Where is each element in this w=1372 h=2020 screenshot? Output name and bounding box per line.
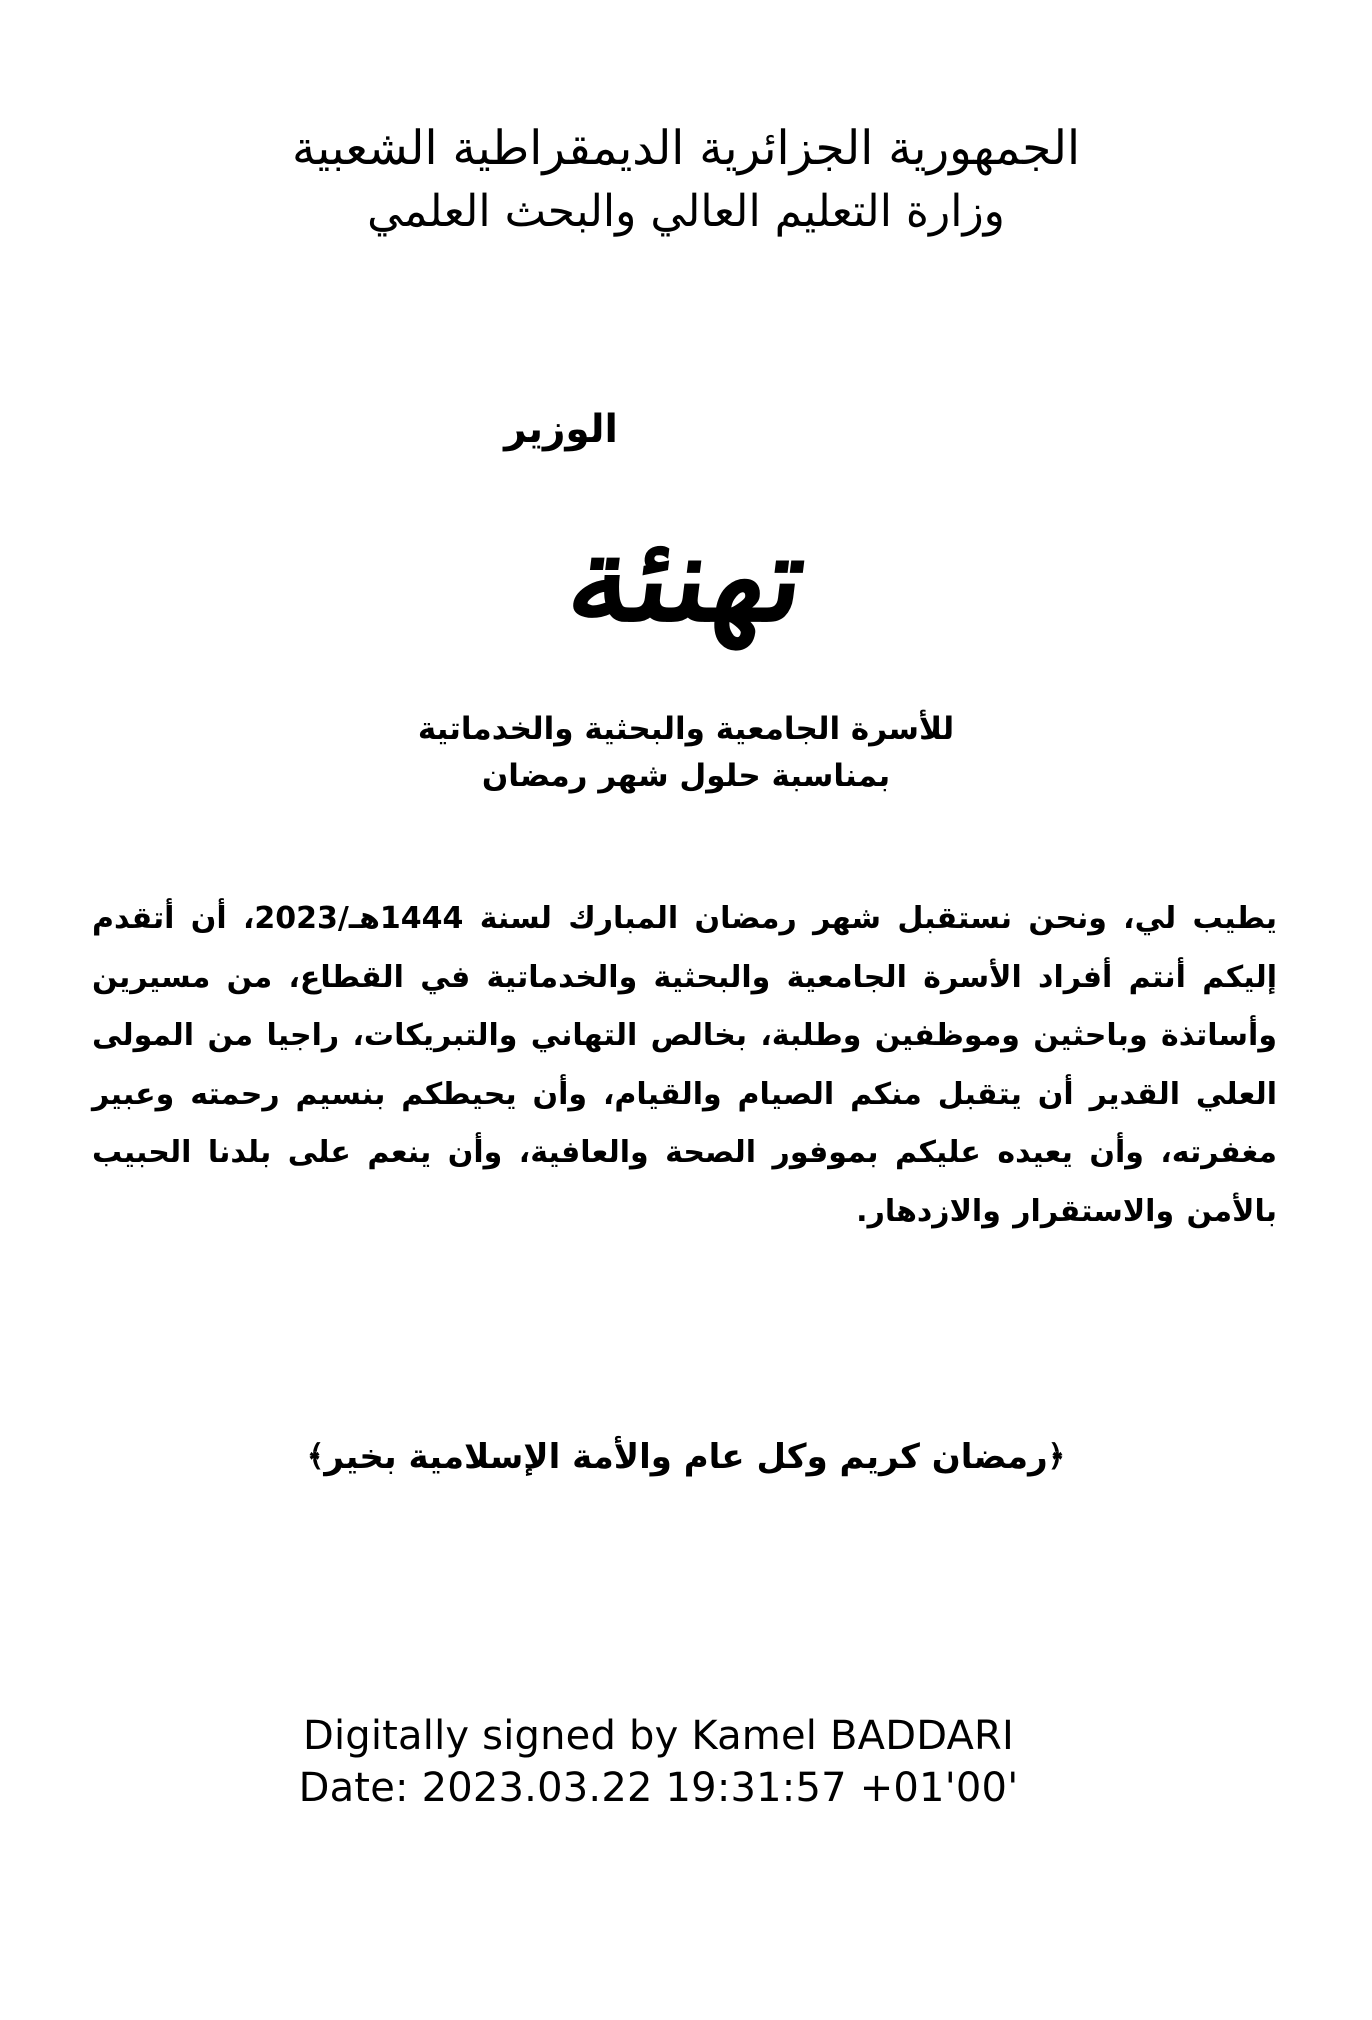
ornament-right-icon: ﴿ xyxy=(1047,1439,1066,1474)
closing-greeting xyxy=(0,1437,1372,1477)
ornament-left-icon: ﴾ xyxy=(306,1439,325,1474)
subtitle-line-2: بمناسبة حلول شهر رمضان xyxy=(481,758,891,795)
ministry-name: وزارة التعليم العالي والبحث العلمي xyxy=(367,186,1005,238)
signature-date-line: Date: 2023.03.22 19:31:57 +01'00' xyxy=(298,1765,1019,1811)
digital-signature-block xyxy=(0,1710,1372,1814)
subtitle-line-1: للأسرة الجامعية والبحثية والخدماتية xyxy=(417,711,955,747)
minister-title: الوزير xyxy=(504,407,618,452)
calligraphy-heading xyxy=(0,509,1372,656)
calligraphy-word-tahniya: تهنئة xyxy=(561,509,814,648)
dedication-subtitle xyxy=(0,706,1372,800)
republic-name: الجمهورية الجزائرية الديمقراطية الشعبية xyxy=(291,121,1081,176)
signature-signer-line: Digitally signed by Kamel BADDARI xyxy=(302,1713,1015,1759)
document-header xyxy=(0,118,1372,244)
closing-greeting-text: رمضان كريم وكل عام والأمة الإسلامية بخير xyxy=(324,1437,1048,1477)
body-paragraph: يطيب لي، ونحن نستقبل شهر رمضان المبارك لسنة 1444هـ/2023، أن أتقدم إليكم أنتم أفراد الأسرة الجامعية والبحثية والخدماتية في القطاع، من مسيرين وأساتذة وباحثين وموظفين وطلبة، بخالص التهاني والتبريكات، راجيا من المولى العلي القدير أن يتقبل منكم الصيام والقيام، وأن يحيطكم بنسيم رحمته وعبير مغفرته، وأن يعيده عليكم بموفور الصحة والعافية، وأن ينعم على بلدنا الحبيب بالأمن والاستقرار والازدهار. xyxy=(92,901,1277,1229)
